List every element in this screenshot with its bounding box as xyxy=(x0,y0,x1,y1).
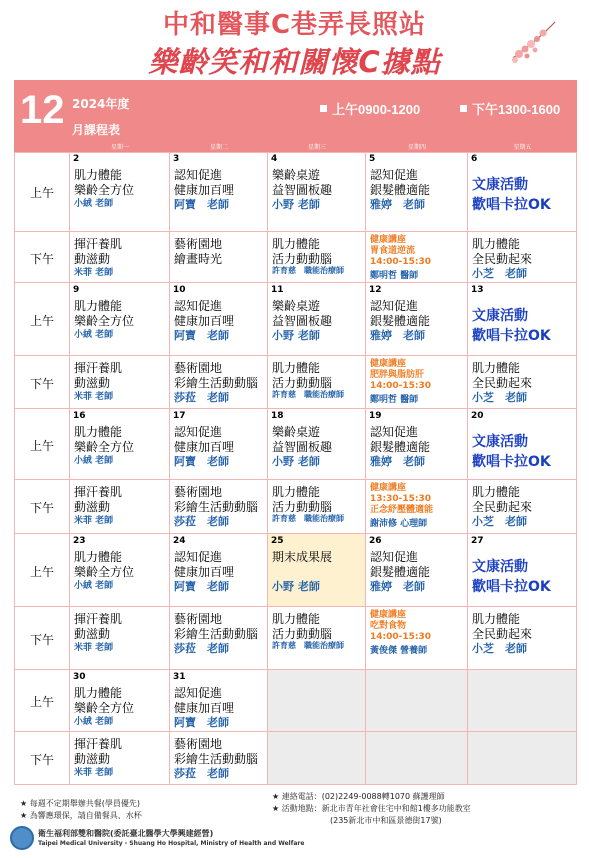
footer-note-eco: ★ 為響應環保，請自備餐具、水杯 xyxy=(20,811,142,820)
teacher-name: 阿寶 老師 xyxy=(174,329,229,342)
hospital-logo-icon xyxy=(10,826,34,850)
schedule-cell xyxy=(468,152,577,232)
footer-contact: ★ 連絡電話：(02)2249-0088轉1070 蘇護理師 xyxy=(272,792,445,801)
course-subtitle: 樂齡全方位 xyxy=(74,183,135,197)
course-subtitle: 動滋動 xyxy=(74,376,111,390)
schedule-cell xyxy=(170,607,268,670)
schedule-cell xyxy=(366,409,468,480)
schedule-cell xyxy=(366,283,468,356)
schedule-cell xyxy=(70,409,170,480)
course-subtitle: 健康加百哩 xyxy=(174,701,235,715)
schedule-cell xyxy=(170,283,268,356)
slot-label: 下午 xyxy=(29,376,54,391)
teacher-name: 莎菈 老師 xyxy=(174,642,229,655)
teacher-name: 小絨 老師 xyxy=(74,456,114,466)
date-number: 30 xyxy=(73,672,86,682)
course-subtitle: 全民動起來 xyxy=(472,376,533,390)
teacher-name: 阿寶 老師 xyxy=(174,198,229,211)
course-title: 認知促進 xyxy=(174,686,223,700)
year-label: 2024年度 xyxy=(72,97,130,111)
lecture-topic: 胃食道逆流 xyxy=(370,246,416,256)
slot-label-cell xyxy=(14,409,70,480)
course-title: 認知促進 xyxy=(174,425,223,439)
activity-subtitle: 歡唱卡拉OK xyxy=(472,328,551,344)
course-title: 揮汗養肌 xyxy=(74,485,123,499)
slot-label: 下午 xyxy=(29,251,54,266)
teacher-name: 莎菈 老師 xyxy=(174,391,229,404)
footer-address: ★ 活動地點：新北市青年社會住宅中和館1樓多功能教室 xyxy=(272,804,471,813)
schedule-cell xyxy=(170,152,268,232)
teacher-name: 阿寶 老師 xyxy=(174,455,229,468)
lecture-topic: 13:30-15:30 xyxy=(370,494,432,504)
date-number: 20 xyxy=(471,411,484,421)
course-subtitle: 銀髮體適能 xyxy=(370,565,431,579)
schedule-cell xyxy=(170,534,268,607)
schedule-cell xyxy=(468,607,577,670)
course-title: 肌力體能 xyxy=(472,485,521,499)
course-subtitle: 銀髮體適能 xyxy=(370,183,431,197)
weekday-header: 星期一 xyxy=(110,144,129,151)
schedule-cell xyxy=(366,356,468,409)
slot-label: 下午 xyxy=(29,632,54,647)
teacher-name: 雅婷 老師 xyxy=(370,455,425,468)
date-number: 17 xyxy=(173,411,186,421)
footer-note-meal: ★ 每週不定期舉辦共餐(學員優先) xyxy=(20,799,140,808)
course-subtitle: 彩繪生活動動腦 xyxy=(174,500,259,514)
date-number: 9 xyxy=(73,285,80,295)
date-number: 11 xyxy=(271,285,284,295)
activity-subtitle: 歡唱卡拉OK xyxy=(472,454,551,470)
schedule-cell xyxy=(366,732,468,785)
date-number: 19 xyxy=(369,411,382,421)
course-title: 揮汗養肌 xyxy=(74,237,123,251)
schedule-cell xyxy=(70,356,170,409)
schedule-cell xyxy=(70,232,170,283)
course-title: 認知促進 xyxy=(370,299,419,313)
teacher-name: 米菲 老師 xyxy=(74,768,114,778)
course-title: 藝術園地 xyxy=(174,237,223,251)
course-subtitle: 益智圖板趣 xyxy=(272,440,333,454)
lecture-title: 健康講座 xyxy=(370,610,407,620)
lecture-speaker: 鄭明哲 醫師 xyxy=(370,395,419,405)
course-title: 肌力體能 xyxy=(74,686,123,700)
course-title: 認知促進 xyxy=(174,299,223,313)
activity-title: 文康活動 xyxy=(472,434,528,450)
lecture-speaker: 黃俊傑 營養師 xyxy=(370,646,428,656)
schedule-cell xyxy=(268,607,366,670)
pm-slot: 下午1300-1600 xyxy=(460,99,560,118)
schedule-grid xyxy=(14,144,577,785)
date-number: 5 xyxy=(369,154,376,164)
course-title: 藝術園地 xyxy=(174,485,223,499)
lecture-time: 14:00-15:30 xyxy=(370,632,432,642)
teacher-name: 雅婷 老師 xyxy=(370,198,425,211)
course-title: 認知促進 xyxy=(174,550,223,564)
course-subtitle: 彩繪生活動動腦 xyxy=(174,627,259,641)
date-number: 2 xyxy=(73,154,80,164)
lecture-time: 正念紓壓體適能 xyxy=(370,505,434,515)
date-number: 13 xyxy=(471,285,484,295)
course-title: 肌力體能 xyxy=(74,550,123,564)
course-subtitle: 健康加百哩 xyxy=(174,314,235,328)
course-subtitle: 活力動動腦 xyxy=(272,376,333,390)
slot-label-cell xyxy=(14,152,70,232)
course-title: 認知促進 xyxy=(174,168,223,182)
schedule-cell xyxy=(70,152,170,232)
course-title: 肌力體能 xyxy=(74,168,123,182)
slot-label: 上午 xyxy=(29,695,54,709)
activity-title: 文康活動 xyxy=(472,177,528,193)
date-number: 3 xyxy=(173,154,180,164)
schedule-cell xyxy=(268,152,366,232)
teacher-name: 小絨 老師 xyxy=(74,581,114,591)
teacher-name: 小野 老師 xyxy=(272,198,320,211)
flower-branch-icon xyxy=(505,18,560,66)
slot-label-cell xyxy=(14,534,70,607)
course-title: 期末成果展 xyxy=(272,550,333,564)
schedule-cell xyxy=(468,534,577,607)
schedule-cell xyxy=(468,232,577,283)
teacher-name: 阿寶 老師 xyxy=(174,580,229,593)
slot-label-cell xyxy=(14,480,70,534)
course-subtitle: 彩繪生活動動腦 xyxy=(174,376,259,390)
am-slot: 上午0900-1200 xyxy=(320,99,420,118)
course-subtitle: 彩繪生活動動腦 xyxy=(174,752,259,766)
slot-label: 上午 xyxy=(29,438,54,453)
lecture-topic: 肥胖與脂肪肝 xyxy=(370,370,425,380)
course-subtitle: 健康加百哩 xyxy=(174,440,235,454)
schedule-cell xyxy=(170,480,268,534)
course-title: 肌力體能 xyxy=(472,361,521,375)
lecture-speaker: 謝沛修 心理師 xyxy=(370,519,428,529)
date-number: 24 xyxy=(173,536,186,546)
course-title: 肌力體能 xyxy=(272,237,321,251)
course-subtitle: 活力動動腦 xyxy=(272,627,333,641)
page-subtitle: 樂齡笑和和關懷C據點 xyxy=(148,45,441,79)
slot-label-cell xyxy=(14,670,70,732)
course-subtitle: 全民動起來 xyxy=(472,500,533,514)
course-subtitle: 動滋動 xyxy=(74,752,111,766)
teacher-name: 米菲 老師 xyxy=(74,643,114,653)
course-subtitle: 動滋動 xyxy=(74,252,111,266)
schedule-cell xyxy=(268,480,366,534)
teacher-name: 許育慈 職能治療師 xyxy=(272,390,344,399)
course-title: 揮汗養肌 xyxy=(74,361,123,375)
course-title: 肌力體能 xyxy=(272,612,321,626)
schedule-cell xyxy=(70,480,170,534)
teacher-name: 雅婷 老師 xyxy=(370,580,425,593)
course-subtitle: 動滋動 xyxy=(74,500,111,514)
course-title: 肌力體能 xyxy=(74,299,123,313)
course-subtitle: 樂齡全方位 xyxy=(74,314,135,328)
teacher-name: 小野 老師 xyxy=(272,329,320,342)
teacher-name: 莎菈 老師 xyxy=(174,767,229,780)
date-number: 18 xyxy=(271,411,284,421)
slot-label: 上午 xyxy=(29,313,54,328)
lecture-title: 健康講座 xyxy=(370,235,407,245)
course-title: 揮汗養肌 xyxy=(74,737,123,751)
hospital-name: 衛生福利部雙和醫院(委託臺北醫學大學興建經營) xyxy=(38,829,214,838)
course-subtitle: 全民動起來 xyxy=(472,627,533,641)
slot-label-cell xyxy=(14,232,70,283)
schedule-cell xyxy=(268,670,366,732)
page-title: 中和醫事C巷弄長照站 xyxy=(162,10,427,40)
schedule-cell xyxy=(366,670,468,732)
date-number: 12 xyxy=(369,285,382,295)
date-number: 16 xyxy=(73,411,86,421)
activity-subtitle: 歡唱卡拉OK xyxy=(472,197,551,213)
schedule-cell xyxy=(70,283,170,356)
activity-title: 文康活動 xyxy=(472,559,528,575)
date-number: 4 xyxy=(271,154,278,164)
course-subtitle: 樂齡全方位 xyxy=(74,440,135,454)
slot-label-cell xyxy=(14,607,70,670)
lecture-title: 健康講座 xyxy=(370,483,407,493)
teacher-name: 小絨 老師 xyxy=(74,330,114,340)
course-title: 肌力體能 xyxy=(74,425,123,439)
teacher-name: 小芝 老師 xyxy=(472,515,527,528)
schedule-cell xyxy=(468,732,577,785)
course-title: 揮汗養肌 xyxy=(74,612,123,626)
date-number: 6 xyxy=(471,154,478,164)
weekday-header: 星期四 xyxy=(407,144,426,151)
course-subtitle: 活力動動腦 xyxy=(272,500,333,514)
teacher-name: 雅婷 老師 xyxy=(370,329,425,342)
month-number: 12 xyxy=(20,88,65,132)
course-subtitle: 繪畫時光 xyxy=(174,252,223,266)
schedule-cell xyxy=(170,356,268,409)
schedule-cell xyxy=(468,480,577,534)
teacher-name: 許育慈 職能治療師 xyxy=(272,514,344,523)
course-subtitle: 健康加百哩 xyxy=(174,183,235,197)
date-number: 27 xyxy=(471,536,484,546)
course-subtitle: 益智圖板趣 xyxy=(272,314,333,328)
date-number: 26 xyxy=(369,536,382,546)
schedule-cell xyxy=(268,409,366,480)
slot-label-cell xyxy=(14,732,70,785)
footer-address-detail: (235新北市中和區景德街17號) xyxy=(330,816,442,825)
slot-label: 下午 xyxy=(29,752,54,767)
teacher-name: 小芝 老師 xyxy=(472,391,527,404)
slot-label-cell xyxy=(14,283,70,356)
schedule-cell xyxy=(366,607,468,670)
course-subtitle: 益智圖板趣 xyxy=(272,183,333,197)
schedule-cell xyxy=(268,232,366,283)
activity-subtitle: 歡唱卡拉OK xyxy=(472,579,551,595)
course-title: 肌力體能 xyxy=(272,485,321,499)
course-subtitle: 銀髮體適能 xyxy=(370,314,431,328)
course-title: 認知促進 xyxy=(370,168,419,182)
date-number: 25 xyxy=(271,536,284,546)
course-title: 藝術園地 xyxy=(174,612,223,626)
course-title: 樂齡桌遊 xyxy=(272,168,321,182)
teacher-name: 小野 老師 xyxy=(272,580,320,593)
schedule-cell xyxy=(468,283,577,356)
weekday-header: 星期五 xyxy=(513,144,532,151)
teacher-name: 小芝 老師 xyxy=(472,642,527,655)
course-subtitle: 樂齡全方位 xyxy=(74,565,135,579)
schedule-cell xyxy=(170,232,268,283)
schedule-cell xyxy=(268,283,366,356)
schedule-cell xyxy=(70,732,170,785)
course-subtitle: 活力動動腦 xyxy=(272,252,333,266)
hospital-name-en: Taipei Medical University - Shuang Ho Hospital, Ministry of Health and Welfare xyxy=(38,840,305,847)
course-subtitle: 健康加百哩 xyxy=(174,565,235,579)
course-title: 認知促進 xyxy=(370,550,419,564)
schedule-cell xyxy=(170,409,268,480)
course-title: 樂齡桌遊 xyxy=(272,425,321,439)
lecture-topic: 吃對食物 xyxy=(370,621,407,631)
course-subtitle: 全民動起來 xyxy=(472,252,533,266)
course-subtitle: 動滋動 xyxy=(74,627,111,641)
lecture-time: 14:00-15:30 xyxy=(370,257,432,267)
schedule-label: 月課程表 xyxy=(72,123,121,137)
schedule-cell xyxy=(268,356,366,409)
schedule-cell xyxy=(70,670,170,732)
course-title: 藝術園地 xyxy=(174,361,223,375)
schedule-cell xyxy=(366,534,468,607)
lecture-speaker: 鄭明哲 醫師 xyxy=(370,271,419,281)
course-title: 肌力體能 xyxy=(472,237,521,251)
slot-label: 下午 xyxy=(29,501,54,515)
teacher-name: 許育慈 職能治療師 xyxy=(272,641,344,650)
teacher-name: 莎菈 老師 xyxy=(174,515,229,528)
teacher-name: 米菲 老師 xyxy=(74,392,114,402)
schedule-cell xyxy=(70,534,170,607)
slot-label: 上午 xyxy=(29,564,54,579)
date-number: 31 xyxy=(173,672,186,682)
teacher-name: 小絨 老師 xyxy=(74,717,114,727)
schedule-cell xyxy=(70,607,170,670)
course-title: 樂齡桌遊 xyxy=(272,299,321,313)
activity-title: 文康活動 xyxy=(472,308,528,324)
schedule-cell xyxy=(468,409,577,480)
teacher-name: 小芝 老師 xyxy=(472,267,527,280)
schedule-cell xyxy=(268,732,366,785)
course-title: 藝術園地 xyxy=(174,737,223,751)
lecture-title: 健康講座 xyxy=(370,359,407,369)
teacher-name: 阿寶 老師 xyxy=(174,716,229,729)
lecture-time: 14:00-15:30 xyxy=(370,381,432,391)
date-number: 10 xyxy=(173,285,186,295)
schedule-cell xyxy=(170,670,268,732)
date-number: 23 xyxy=(73,536,86,546)
teacher-name: 小野 老師 xyxy=(272,455,320,468)
month-banner xyxy=(14,80,577,144)
schedule-cell xyxy=(366,232,468,283)
weekday-header: 星期三 xyxy=(307,144,326,151)
course-subtitle: 銀髮體適能 xyxy=(370,440,431,454)
teacher-name: 米菲 老師 xyxy=(74,268,114,278)
course-title: 肌力體能 xyxy=(272,361,321,375)
teacher-name: 小絨 老師 xyxy=(74,199,114,209)
course-title: 認知促進 xyxy=(370,425,419,439)
schedule-cell xyxy=(170,732,268,785)
teacher-name: 許育慈 職能治療師 xyxy=(272,266,344,275)
schedule-cell xyxy=(468,670,577,732)
slot-label: 上午 xyxy=(29,186,54,200)
teacher-name: 米菲 老師 xyxy=(74,516,114,526)
course-subtitle: 樂齡全方位 xyxy=(74,701,135,715)
weekday-header: 星期二 xyxy=(209,144,228,151)
schedule-cell xyxy=(366,480,468,534)
schedule-cell xyxy=(366,152,468,232)
slot-label-cell xyxy=(14,356,70,409)
course-title: 肌力體能 xyxy=(472,612,521,626)
schedule-cell xyxy=(268,534,366,607)
schedule-cell xyxy=(468,356,577,409)
